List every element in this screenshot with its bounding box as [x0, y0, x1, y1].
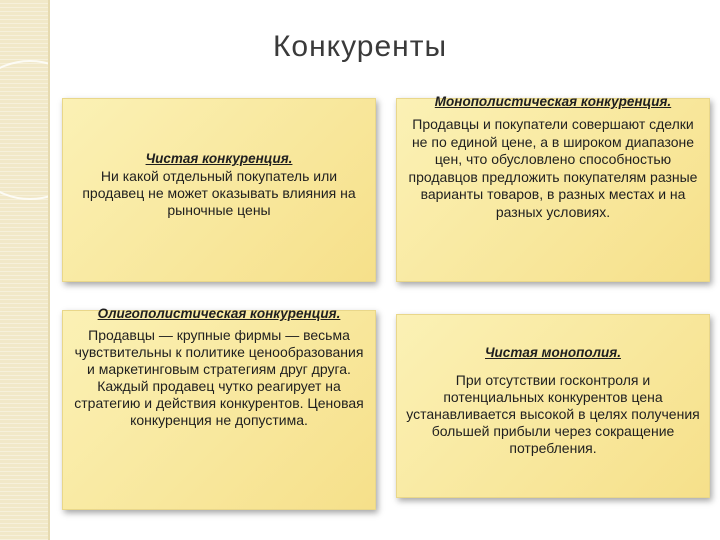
card-text: Ни какой отдельный покупатель или продавец не может оказывать влияния на рыночные цены: [82, 168, 356, 218]
card-heading: Чистая монополия.: [485, 345, 621, 360]
decorative-side-strip: [0, 0, 50, 540]
card-pure-monopoly: [396, 314, 710, 498]
card-monopolistic-competition: [396, 94, 710, 282]
card-heading: Монополистическая конкуренция.: [434, 94, 672, 109]
card-text: Продавцы и покупатели совершают сделки не по единой цене, а в широком диапазоне цен, что обусловлено способностью продавцов предложить покупателям разные варианты товаров, в разных местах и на разных условиях.: [408, 116, 698, 220]
card-text: При отсутствии госконтроля и потенциальных конкурентов цена устанавливается высокой в целях получения большей прибыли через сокращение потребления.: [406, 372, 700, 456]
slide-title: Конкуренты: [272, 30, 448, 63]
card-pure-competition: [62, 98, 376, 282]
card-oligopolistic-competition: [62, 306, 376, 510]
card-heading: Чистая конкуренция.: [145, 151, 293, 166]
card-heading: Олигополистическая конкуренция.: [97, 306, 341, 321]
card-text: Продавцы — крупные фирмы — весьма чувствительны к политике ценообразования и маркетинговым стратегиям друг друга. Каждый продавец чутко реагирует на стратегию и действия конкурентов. Ценовая конкуренция не допустима.: [74, 327, 364, 428]
